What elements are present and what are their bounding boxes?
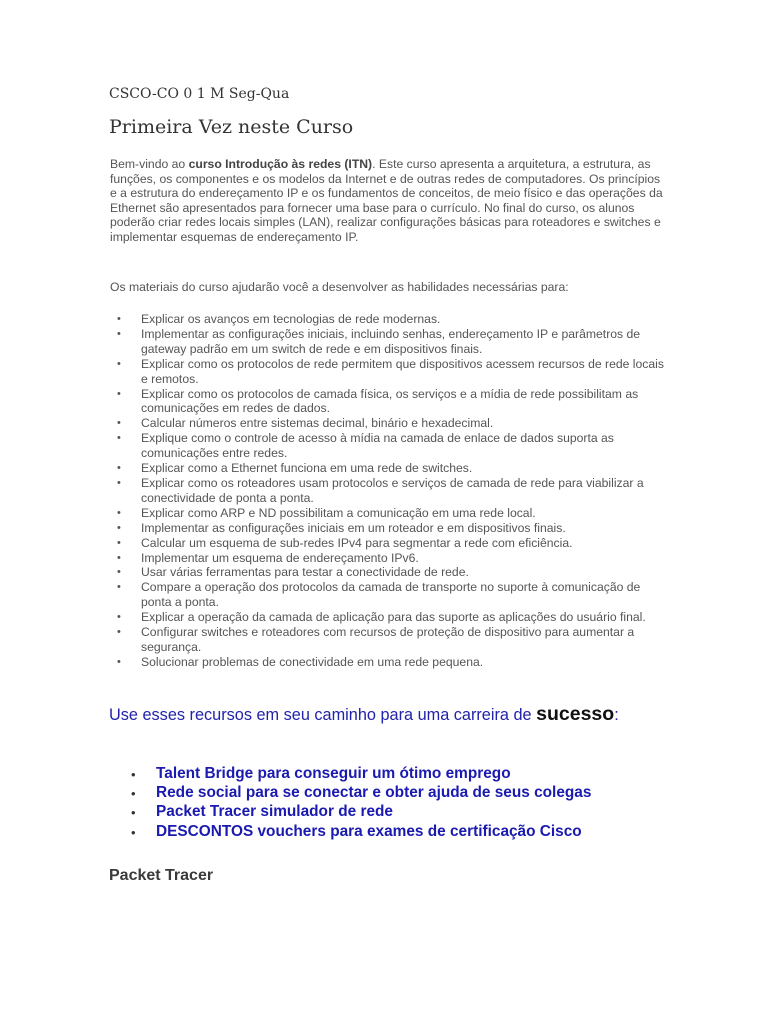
skill-item: • Explicar como os roteadores usam protocolos e serviços de camada de rede para viabilizar a conectividade de ponta a ponta. (110, 476, 670, 506)
skill-item: • Implementar um esquema de endereçamento IPv6. (110, 551, 670, 566)
resources-list (110, 764, 690, 841)
skills-lead: Os materiais do curso ajudarão você a desenvolver as habilidades necessárias para: (110, 280, 569, 294)
resources-heading-text: Use esses recursos em seu caminho para uma carreira de (109, 706, 537, 724)
skill-item: • Implementar as configurações iniciais, incluindo senhas, endereçamento IP e parâmetros de gateway padrão em um switch de rede e em dispositivos finais. (110, 327, 670, 357)
intro-body: . Este curso apresenta a arquitetura, a estrutura, as funções, os componentes e os modelos da Internet e de outras redes de computadores. Os princípios e a estrutura do endereçamento IP e os fundamentos de conceitos, de meio físico e das operações da Ethernet são apresentados para fornecer uma base para o currículo. No final do curso, os alunos poderão criar redes locais simples (LAN), realizar configurações básicas para roteadores e switches e implementar esquemas de endereçamento IP. (110, 157, 663, 244)
skill-item: • Usar várias ferramentas para testar a conectividade de rede. (110, 565, 670, 580)
resource-item-packet-tracer: • Packet Tracer simulador de rede (110, 802, 690, 821)
resource-item-social: • Rede social para se conectar e obter ajuda de seus colegas (110, 783, 690, 802)
resources-heading-strong: sucesso (536, 703, 615, 725)
skill-item: • Explicar como os protocolos de camada física, os serviços e a mídia de rede possibilitam as comunicações em redes de dados. (110, 387, 670, 417)
packet-tracer-heading: Packet Tracer (109, 867, 214, 884)
intro-paragraph (110, 157, 670, 245)
skills-list (110, 312, 670, 670)
intro-prefix: Bem-vindo ao (110, 157, 189, 171)
skill-item: • Explicar como os protocolos de rede permitem que dispositivos acessem recursos de rede locais e remotos. (110, 357, 670, 387)
skill-item: • Explicar como a Ethernet funciona em uma rede de switches. (110, 461, 670, 476)
skill-item: • Compare a operação dos protocolos da camada de transporte no suporte à comunicação de ponta a ponta. (110, 580, 670, 610)
skill-item: • Solucionar problemas de conectividade em uma rede pequena. (110, 655, 670, 670)
intro-course-name: curso Introdução às redes (ITN) (188, 157, 373, 171)
course-code: CSCO-CO 0 1 M Seg-Qua (109, 86, 290, 102)
skill-item: • Explicar a operação da camada de aplicação para das suporte as aplicações do usuário final. (110, 610, 670, 625)
skill-item: • Calcular números entre sistemas decimal, binário e hexadecimal. (110, 416, 670, 431)
resources-heading (109, 702, 669, 727)
skill-item: • Implementar as configurações iniciais em um roteador e em dispositivos finais. (110, 521, 670, 536)
page-title: Primeira Vez neste Curso (109, 116, 354, 138)
skill-item: • Calcular um esquema de sub-redes IPv4 para segmentar a rede com eficiência. (110, 536, 670, 551)
resources-heading-end: : (614, 706, 619, 724)
resource-item-discounts: • DESCONTOS vouchers para exames de certificação Cisco (110, 822, 690, 841)
resource-item-talent-bridge: • Talent Bridge para conseguir um ótimo emprego (110, 764, 690, 783)
skill-item: • Explique como o controle de acesso à mídia na camada de enlace de dados suporta as comunicações entre redes. (110, 431, 670, 461)
skill-item: • Explicar como ARP e ND possibilitam a comunicação em uma rede local. (110, 506, 670, 521)
skill-item: • Explicar os avanços em tecnologias de rede modernas. (110, 312, 670, 327)
skill-item: • Configurar switches e roteadores com recursos de proteção de dispositivo para aumentar a segurança. (110, 625, 670, 655)
